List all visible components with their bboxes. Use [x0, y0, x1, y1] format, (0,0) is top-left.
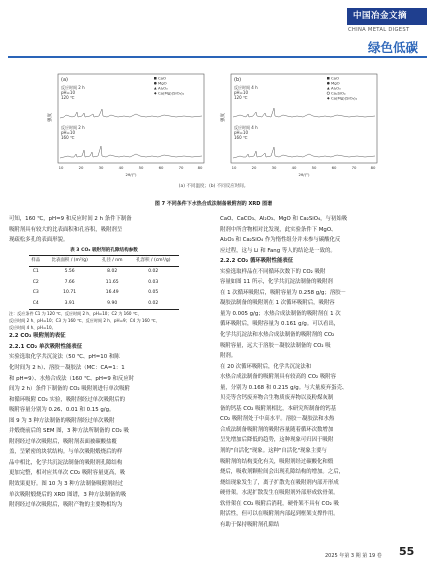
body-line: 附剂。: [220, 353, 237, 360]
legend-a-marker-2: [154, 82, 157, 85]
table-header: 比表面积 / (m²/g): [51, 257, 88, 263]
body-line: 附剂经过单次吸附后，吸附剂表面被碳酸盐覆: [9, 438, 117, 445]
panel-a-bottom-note-1: 反应时间 2 h: [61, 125, 85, 130]
table-cell: 0.05: [148, 290, 159, 296]
panel-b-xtick: 70: [351, 165, 357, 170]
body-line: 吸附剂的结构变化有关，吸附剂经过碳酸化和煅: [220, 458, 334, 465]
panel-b-top-note-1: 反应时间 4 h: [234, 85, 258, 90]
panel-b-bottom-note-1: 反应时间 4 h: [234, 125, 258, 130]
body-line: 实验选取样品在不同循环次数下的 CO₂ 吸附: [220, 268, 326, 275]
body-line: 硬骨架。水泥扩散发生在吸附剂外部形成软骨架。: [220, 490, 339, 497]
panel-a-xtick: 80: [197, 165, 203, 170]
body-line: 更加完整，相对应其单次 CO₂ 吸附容量更高，吸: [9, 470, 126, 477]
pore-structure-table: [29, 255, 179, 311]
body-line: 附活性，但可以在吸附剂内部起到框架支撑作用。: [220, 511, 339, 518]
panel-a-xtick: 60: [158, 165, 164, 170]
panel-a-top-note-2: pH=10: [61, 90, 75, 95]
body-line: 单次吸附煅烧后的 XRD 图谱，3 种方法制备的吸: [9, 491, 127, 498]
body-line: 可知，160 ℃，pH=9 和反应时间 2 h 条件下制备: [9, 216, 132, 222]
table-cell: 0.02: [148, 269, 159, 275]
body-line: 量，分别为 0.168 和 0.215 g/g。与大量废弃蛋壳、: [220, 384, 348, 391]
body-line: 和 pH=9）、水热合成法（160 ℃、pH=9 和反应时: [9, 375, 135, 382]
panel-a-label: (a): [61, 77, 68, 83]
table-cell: C4: [32, 300, 39, 306]
body-line: 和循环吸附 CO₂ 实验，吸附剂经过单次吸附后的: [9, 396, 126, 403]
table-header-row: [29, 255, 179, 267]
legend-b-marker-4: [327, 92, 330, 95]
legend-b-marker-1: [327, 77, 330, 80]
body-line: 水热合成法制备的吸附剂具有较高的 CO₂ 吸附容: [220, 374, 337, 381]
table-cell: 0.03: [148, 279, 159, 285]
panel-b-xtick: 50: [311, 165, 317, 170]
legend-a-item-3: Al₂O₃: [158, 85, 168, 91]
body-line: 备的钙基 CO₂ 吸附剂相比，本研究所制备的钙基: [220, 405, 337, 412]
body-line: 容量如图 11 所示，化学共沉淀法制备的吸附剂: [220, 279, 333, 286]
subsection-heading: 2.2.2 CO₂ 循环吸附性能表征: [220, 258, 294, 265]
body-line: 应过程，这与 Li 和 Fang 等人的结论是一致的。: [220, 247, 336, 254]
left-column: [9, 214, 199, 511]
panel-b-xtick: 10: [231, 165, 237, 170]
table-cell: 7.66: [64, 279, 75, 285]
panel-b-xtick: 60: [331, 165, 337, 170]
body-line: 软骨架在 CO₂ 吸附后消耗，硬骨架不具有 CO₂ 吸: [220, 500, 339, 507]
panel-b-bottom-note-3: 160 ℃: [234, 135, 248, 140]
legend-b-item-1: CaO: [331, 75, 339, 81]
body-line: Al₂O₃ 和 Ca₂SiO₄ 作为惰性组分并未参与碳酸化反: [220, 237, 341, 244]
panel-b-xlabel: 2θ/(°): [298, 172, 310, 177]
panel-a-xlabel: 2θ/(°): [125, 172, 137, 177]
body-line: 附剂中所含物相对比发现，此实验条件下 MgO、: [220, 226, 337, 233]
header-divider: [8, 56, 427, 58]
panel-b-xtick: 20: [251, 165, 257, 170]
panel-a-xtick: 10: [58, 165, 64, 170]
body-line: CaO、CaCO₃、Al₂O₃、MgO 和 Ca₂SiO₄，与初始吸: [220, 216, 348, 222]
panel-b-bottom-trace: [233, 147, 375, 158]
table-row: [29, 299, 179, 310]
body-line: 剂的"自活化"现象。这种"自活化"现象主要与: [220, 448, 327, 455]
body-line: 间为 2 h）条件下制备的 CO₂ 吸附剂进行单次吸附: [9, 386, 130, 393]
legend-a-item-2: MgO: [158, 80, 167, 86]
issue-info: 2025 年第 3 期 第 19 卷: [325, 553, 382, 559]
section-title: 绿色低碳: [368, 40, 419, 55]
table-note: 注：反应条件 C1 为 120 ℃、反应时间 2 h、pH=10；C2 为 160 ℃、: [9, 311, 142, 317]
body-line: 图 9 为 3 种方法制备的吸附剂经过单次吸附: [9, 417, 115, 424]
body-line: 在 1 次循环吸附后，吸附容量为 0.258 g/g；溶胶－: [220, 289, 347, 296]
table-cell: 10.71: [63, 290, 77, 296]
xrd-panel-a-plot: [44, 72, 208, 178]
table-header: 孔径 / nm: [101, 257, 123, 263]
legend-b-item-2: MgO: [331, 80, 340, 86]
panel-b-ylabel: 强度: [221, 113, 226, 122]
body-line: 贝壳等含钙废弃物合生物质废弃物以及粉煤灰制: [220, 395, 334, 402]
legend-b-marker-2: [327, 82, 330, 85]
table-cell: C3: [32, 290, 39, 296]
body-line: 并煅烧前后的 SEM 图，3 种方法所制备的 CO₂ 吸: [9, 428, 129, 435]
body-line: 烧后，吸收剂颗粒间会出现孔隙结构的增加。之后，: [220, 469, 344, 476]
table-header: 样品: [31, 257, 41, 263]
body-line: 吸附容量分别为 0.26、0.01 和 0.15 g/g。: [9, 407, 115, 414]
legend-b-item-4: Ca₂SiO₄: [331, 90, 346, 96]
body-line: 盖，呈紧密的块状结构。与单次吸附煅烧后的样: [9, 449, 123, 456]
section-heading: 2.2 CO₂ 吸附剂的表征: [9, 333, 66, 340]
panel-b-label: (b): [234, 77, 242, 83]
body-line: CO₂ 吸附剂处于中高水平。溶胶－凝胶法和水热: [220, 416, 335, 423]
panel-a-top-note-1: 反应时间 2 h: [61, 85, 85, 90]
legend-b-marker-3: [327, 87, 330, 90]
table-cell: 0.02: [148, 300, 159, 306]
panel-a-bottom-trace: [60, 146, 202, 158]
table-cell: 9.90: [107, 300, 118, 306]
body-line: 品中相比，化学共沉淀法制备的吸附剂孔隙结构: [9, 459, 123, 466]
legend-a-marker-4: [154, 92, 157, 95]
journal-name-en: CHINA METAL DIGEST: [348, 27, 410, 33]
body-line: 附效果更好。图 10 为 3 种方法制备吸附剂经过: [9, 481, 124, 488]
xrd-panel-a: [44, 72, 208, 178]
table-cell: 11.65: [105, 279, 119, 285]
body-line: 实验选取化学共沉淀法（50 ℃、pH=10 和陈: [9, 354, 120, 361]
legend-b-marker-5: [327, 97, 330, 100]
legend-a-item-4: Ca(Mg)(SiO₃)₂: [158, 90, 185, 96]
table-cell: 16.49: [105, 290, 119, 296]
table-note: 反应时间 4 h、pH=10。: [9, 325, 56, 331]
body-line: 吸附容量，远大于溶胶－凝胶法制备的 CO₂ 吸: [220, 342, 331, 349]
page-number: 55: [399, 545, 415, 558]
panel-a-top-note-3: 120 ℃: [61, 95, 75, 100]
table-cell: C1: [32, 269, 39, 275]
panel-b-xtick: 40: [291, 165, 297, 170]
body-line: 附剂经过单次吸附后，吸附产物的主要物相均为: [9, 502, 123, 509]
table-cell: C2: [32, 279, 39, 285]
panel-b-xtick: 80: [370, 165, 376, 170]
table-cell: 3.91: [64, 300, 75, 306]
table-row: [29, 288, 179, 299]
body-line: 呈先增加后降低的趋势，这种现象可归因于吸附: [220, 437, 334, 444]
table-cell: 5.56: [64, 269, 75, 275]
legend-a-marker-1: [154, 77, 157, 80]
panel-a-xtick: 40: [118, 165, 124, 170]
panel-a-xtick: 50: [138, 165, 144, 170]
panel-a-bottom-note-2: pH=10: [61, 130, 75, 135]
legend-a-item-1: CaO: [158, 75, 166, 81]
panel-a-ylabel: 强度: [48, 113, 53, 122]
table-cell: 8.02: [107, 269, 118, 275]
body-line: 现疏松多孔的表面形貌。: [9, 237, 69, 244]
table-header: 孔容积 / (cm³/g): [136, 257, 171, 263]
body-line: 化时间为 2 h）、溶胶－凝胶法（MC：CA=1：1: [9, 365, 125, 372]
subsection-heading: 2.2.1 CO₂ 单次吸附性能表征: [9, 343, 83, 350]
body-line: 循环吸附后，吸附容量为 0.161 g/g。可以看出，: [220, 321, 340, 328]
body-line: 量为 0.005 g/g；水热合成法制备的吸附剂在 1 次: [220, 310, 341, 317]
right-column: [220, 214, 410, 530]
body-line: 吸附剂具有较大的比表面积和孔容积，吸附剂呈: [9, 226, 123, 233]
panel-b-top-note-3: 120 ℃: [234, 95, 248, 100]
body-line: 有助于保持吸附剂孔隙结: [220, 521, 280, 528]
table-title: 表 3 CO₂ 吸附剂的孔隙结构参数: [70, 247, 138, 253]
legend-b-item-5: Ca(Mg)(SiO₃)₂: [331, 95, 358, 101]
xrd-panel-b-plot: [217, 72, 381, 178]
panel-b-xtick: 30: [271, 165, 277, 170]
legend-b-item-3: Al₂O₃: [331, 85, 341, 91]
legend-a-marker-3: [154, 87, 157, 90]
panel-a-top-trace: [60, 109, 202, 118]
figure-caption: 图 7 不同条件下水热合成法制备吸附剂的 XRD 图谱: [154, 201, 273, 207]
panel-a-xtick: 70: [178, 165, 184, 170]
panel-a-xtick: 20: [78, 165, 84, 170]
body-line: 化学共沉淀法和水热合成法制备的吸附剂的 CO₂: [220, 332, 335, 339]
journal-name-cn: 中国冶金文摘: [353, 11, 408, 21]
xrd-panel-b: [217, 72, 381, 178]
table-row: [29, 267, 179, 278]
panel-b-top-note-2: pH=10: [234, 90, 248, 95]
body-line: 在 20 次循环吸附后，化学共沉淀法和: [220, 363, 312, 370]
panel-b-top-trace: [233, 108, 375, 117]
body-line: 凝胶法制备的吸附剂在 1 次循环吸附后，吸附容: [220, 300, 335, 307]
body-line: 烧结现象发生了，离子扩散先在吸附剂内部开形成: [220, 479, 339, 486]
table-note: 反应时间 2 h、pH=10；C3 为 160 ℃、反应时间 2 h、pH=9；C4 为 160 ℃、: [9, 318, 160, 324]
table-row: [29, 278, 179, 289]
panel-a-xtick: 30: [98, 165, 104, 170]
figure-subcaption: (a) 不同温度；(b) 不同反应时间。: [178, 184, 249, 189]
panel-b-bottom-note-2: pH=10: [234, 130, 248, 135]
panel-a-bottom-note-3: 160 ℃: [61, 135, 75, 140]
body-line: 合成法制备吸附剂的吸附容量随着循环次数增加: [220, 426, 334, 433]
